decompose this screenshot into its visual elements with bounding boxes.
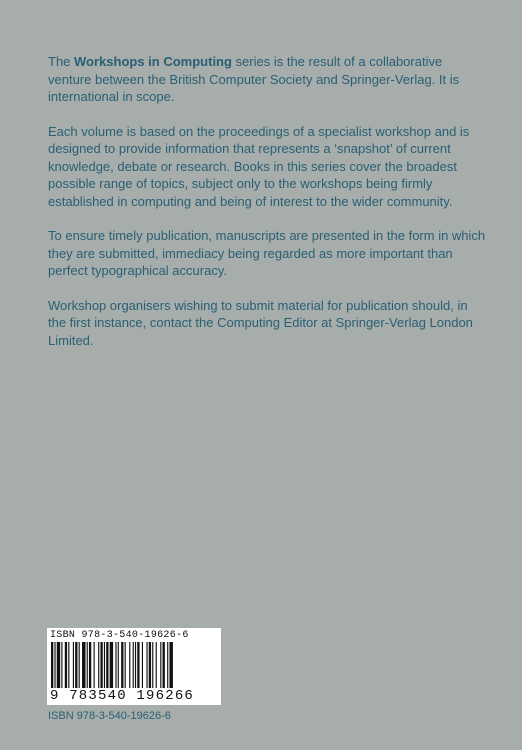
barcode-bar	[82, 642, 85, 688]
intro-suffix: series is the result of a collaborative venture between the British Computer Society and Springer-Verlag. It is international in scope.	[48, 54, 460, 104]
barcode-bar	[51, 642, 53, 688]
barcode-bar	[152, 642, 153, 688]
barcode-bar	[118, 642, 119, 688]
barcode-bar	[135, 642, 136, 688]
barcode-bar	[79, 642, 80, 688]
barcode-bar	[61, 642, 62, 688]
barcode-bar	[98, 642, 99, 688]
barcode-bar	[121, 642, 123, 688]
series-description	[48, 53, 488, 366]
paragraph-volume-info: Each volume is based on the proceedings of a specialist workshop and is designed to provide information that represents a ‘snapshot’ of current knowledge, debate or research. Books in this series cover the broadest possible range of topics, subject only to the workshops being firmly established in computing and being of interest to the wider community.	[48, 123, 470, 209]
barcode-bar	[65, 642, 67, 688]
barcode-digits: 9 783540 196266	[50, 688, 195, 704]
barcode-bar	[169, 642, 172, 688]
barcode-bar	[125, 642, 126, 688]
paragraph-publication: To ensure timely publication, manuscripts are presented in the form in which they are submitted, immediacy being regarded as more important than perfect typographical accuracy.	[48, 228, 486, 278]
barcode-bar	[75, 642, 77, 688]
barcode-bar	[160, 642, 161, 688]
series-name: Workshops in Computing	[74, 54, 232, 69]
barcode-bar	[149, 642, 151, 688]
barcode-bar	[94, 642, 95, 688]
barcode-bar	[68, 642, 69, 688]
barcode-bar	[57, 642, 60, 688]
barcode-bar	[129, 642, 130, 688]
barcode-bar	[106, 642, 108, 688]
barcode-label	[47, 628, 221, 705]
barcode-bar	[115, 642, 116, 688]
barcode-bar	[137, 642, 139, 688]
barcode-bar	[73, 642, 74, 688]
barcode-bar	[87, 642, 88, 688]
intro-prefix: The	[48, 54, 75, 69]
barcode-bar	[110, 642, 113, 688]
barcode-bar	[167, 642, 168, 688]
barcode-bar	[146, 642, 147, 688]
barcode-bar	[104, 642, 105, 688]
paragraph-submission: Workshop organisers wishing to submit material for publication should, in the first instance, contact the Computing Editor at Springer-Verlag London Limited.	[48, 297, 473, 348]
barcode-bar	[100, 642, 102, 688]
barcode-bar	[156, 642, 157, 688]
paragraph-series-intro	[48, 53, 488, 106]
barcode-isbn-text: ISBN 978-3-540-19626-6	[50, 630, 189, 641]
barcode-bar	[54, 642, 55, 688]
barcode-bar	[142, 642, 143, 688]
barcode-bar	[133, 642, 134, 688]
barcode-bar	[163, 642, 165, 688]
isbn-number: ISBN 978-3-540-19626-6	[48, 710, 171, 722]
barcode-bars	[51, 642, 217, 688]
barcode-bar	[89, 642, 91, 688]
